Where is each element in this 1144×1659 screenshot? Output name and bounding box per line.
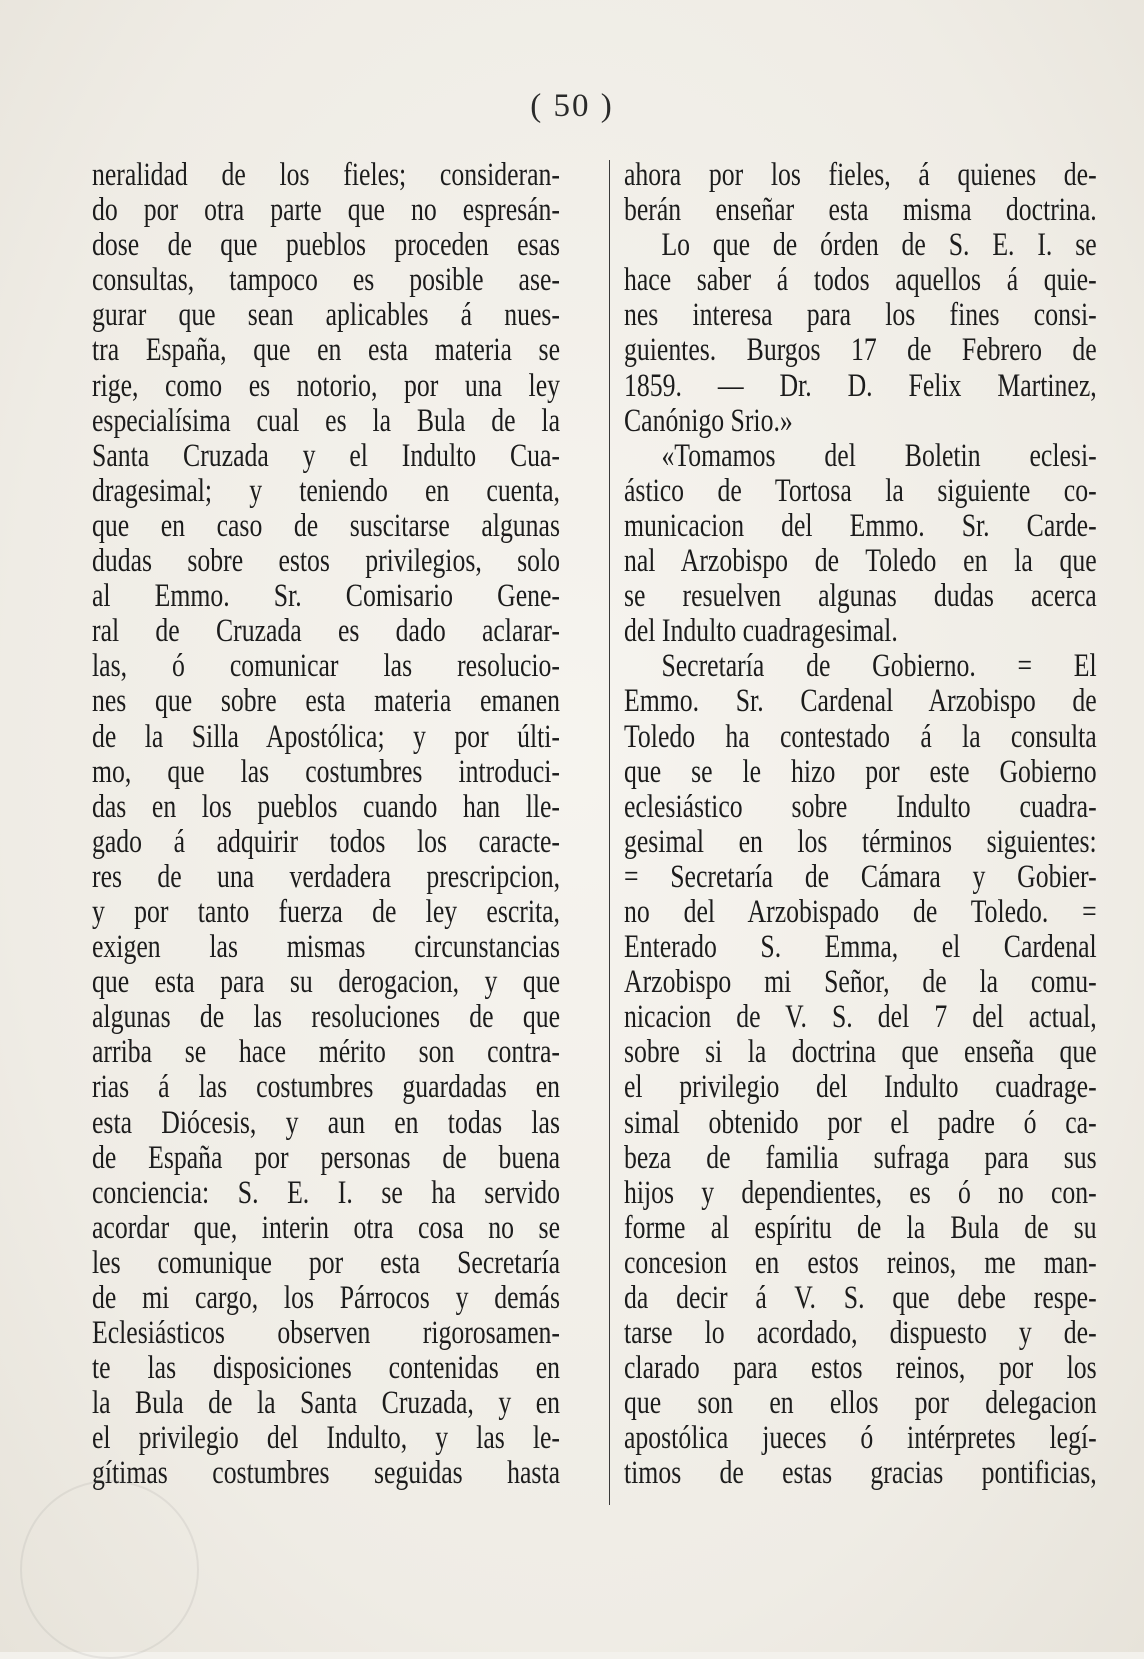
text-line: del Indulto cuadragesimal. — [624, 613, 898, 650]
text-line: dragesimal; y teniendo en cuenta, — [92, 472, 560, 509]
left-column — [92, 158, 560, 1492]
text-line: Arzobispo mi Señor, de la comu- — [624, 964, 1097, 1001]
text-line: nal Arzobispo de Toledo en la que — [624, 543, 1097, 580]
faded-stamp — [20, 1480, 199, 1659]
text-line: do por otra parte que no espresán- — [92, 192, 560, 229]
text-line: de la Silla Apostólica; y por últi- — [92, 718, 560, 755]
text-line: consultas, tampoco es posible ase- — [92, 262, 560, 299]
text-line: hijos y dependientes, es ó no con- — [624, 1174, 1097, 1211]
text-line: hace saber á todos aquellos á quie- — [624, 262, 1097, 299]
text-line: gítimas costumbres seguidas hasta — [92, 1455, 560, 1492]
text-line: concesion en estos reinos, me man- — [624, 1244, 1097, 1281]
text-line: tarse lo acordado, dispuesto y de- — [624, 1315, 1097, 1352]
text-line: = Secretaría de Cámara y Gobier- — [624, 858, 1097, 895]
text-line: tra España, que en esta materia se — [92, 332, 560, 369]
text-line: acordar que, interin otra cosa no se — [92, 1209, 560, 1246]
text-line: el privilegio del Indulto cuadrage- — [624, 1069, 1097, 1106]
text-line: mo, que las costumbres introduci- — [92, 753, 560, 790]
text-line: das en los pueblos cuando han lle- — [92, 788, 560, 825]
text-line: les comunique por esta Secretaría — [92, 1244, 560, 1281]
text-line: berán enseñar esta misma doctrina. — [624, 192, 1097, 229]
text-line: exigen las mismas circunstancias — [92, 929, 560, 966]
text-line: ahora por los fieles, á quienes de- — [624, 157, 1097, 193]
text-line: eclesiástico sobre Indulto cuadra- — [624, 788, 1097, 825]
right-column — [624, 158, 1097, 1492]
page-number: ( 50 ) — [530, 88, 614, 124]
text-line: especialísima cual es la Bula de la — [92, 402, 560, 439]
text-line: ral de Cruzada es dado aclarar- — [92, 613, 560, 650]
text-line: nes interesa para los fines consi- — [624, 297, 1097, 334]
text-line: de mi cargo, los Párrocos y demás — [92, 1280, 560, 1316]
text-line: conciencia: S. E. I. se ha servido — [92, 1174, 560, 1211]
text-line: Canónigo Srio.» — [624, 402, 793, 439]
text-line: de España por personas de buena — [92, 1139, 560, 1176]
text-line: esta Diócesis, y aun en todas las — [92, 1104, 560, 1141]
text-line: nicacion de V. S. del 7 del actual, — [624, 999, 1097, 1036]
text-line: simal obtenido por el padre ó ca- — [624, 1104, 1097, 1141]
text-line: gesimal en los términos siguientes: — [624, 823, 1097, 860]
text-line: da decir á V. S. que debe respe- — [624, 1280, 1097, 1316]
column-divider — [609, 160, 610, 1505]
text-line: que en caso de suscitarse algunas — [92, 507, 560, 544]
text-line: las, ó comunicar las resolucio- — [92, 648, 560, 685]
text-line: Santa Cruzada y el Indulto Cua- — [92, 437, 560, 474]
text-line: te las disposiciones contenidas en — [92, 1350, 560, 1387]
text-line: no del Arzobispado de Toledo. = — [624, 893, 1097, 930]
text-line: municacion del Emmo. Sr. Carde- — [624, 507, 1097, 544]
text-line: beza de familia sufraga para sus — [624, 1139, 1097, 1176]
text-line: apostólica jueces ó intérpretes legí- — [624, 1420, 1097, 1457]
text-line: dudas sobre estos privilegios, solo — [92, 543, 560, 580]
text-line: ástico de Tortosa la siguiente co- — [624, 472, 1097, 509]
text-line: la Bula de la Santa Cruzada, y en — [92, 1385, 560, 1422]
text-line: el privilegio del Indulto, y las le- — [92, 1420, 560, 1457]
text-line: sobre si la doctrina que enseña que — [624, 1034, 1097, 1071]
text-line: dose de que pueblos proceden esas — [92, 227, 560, 264]
text-line: clarado para estos reinos, por los — [624, 1350, 1097, 1387]
text-line: Eclesiásticos observen rigorosamen- — [92, 1315, 560, 1352]
text-line: guientes. Burgos 17 de Febrero de — [624, 332, 1097, 369]
text-line: y por tanto fuerza de ley escrita, — [92, 893, 560, 930]
text-line: rias á las costumbres guardadas en — [92, 1069, 560, 1106]
text-line: gurar que sean aplicables á nues- — [92, 297, 560, 334]
text-line: Enterado S. Emma, el Cardenal — [624, 929, 1097, 966]
text-line: Lo que de órden de S. E. I. se — [661, 227, 1097, 264]
text-line: forme al espíritu de la Bula de su — [624, 1209, 1097, 1246]
text-line: «Tomamos del Boletin eclesi- — [661, 437, 1097, 474]
text-line: nes que sobre esta materia emanen — [92, 683, 560, 720]
text-line: arriba se hace mérito son contra- — [92, 1034, 560, 1071]
text-line: al Emmo. Sr. Comisario Gene- — [92, 578, 560, 615]
text-line: algunas de las resoluciones de que — [92, 999, 560, 1036]
text-line: que se le hizo por este Gobierno — [624, 753, 1097, 790]
text-line: Emmo. Sr. Cardenal Arzobispo de — [624, 683, 1097, 720]
text-line: timos de estas gracias pontificias, — [624, 1455, 1097, 1492]
text-line: rige, como es notorio, por una ley — [92, 367, 560, 404]
text-line: Secretaría de Gobierno. = El — [661, 648, 1097, 685]
text-line: res de una verdadera prescripcion, — [92, 858, 560, 895]
text-line: 1859. — Dr. D. Felix Martinez, — [624, 367, 1097, 404]
text-line: gado á adquirir todos los caracte- — [92, 823, 560, 860]
text-line: que esta para su derogacion, y que — [92, 964, 560, 1001]
text-line: Toledo ha contestado á la consulta — [624, 718, 1097, 755]
text-line: se resuelven algunas dudas acerca — [624, 578, 1097, 615]
text-line: neralidad de los fieles; consideran- — [92, 157, 560, 193]
text-line: que son en ellos por delegacion — [624, 1385, 1097, 1422]
